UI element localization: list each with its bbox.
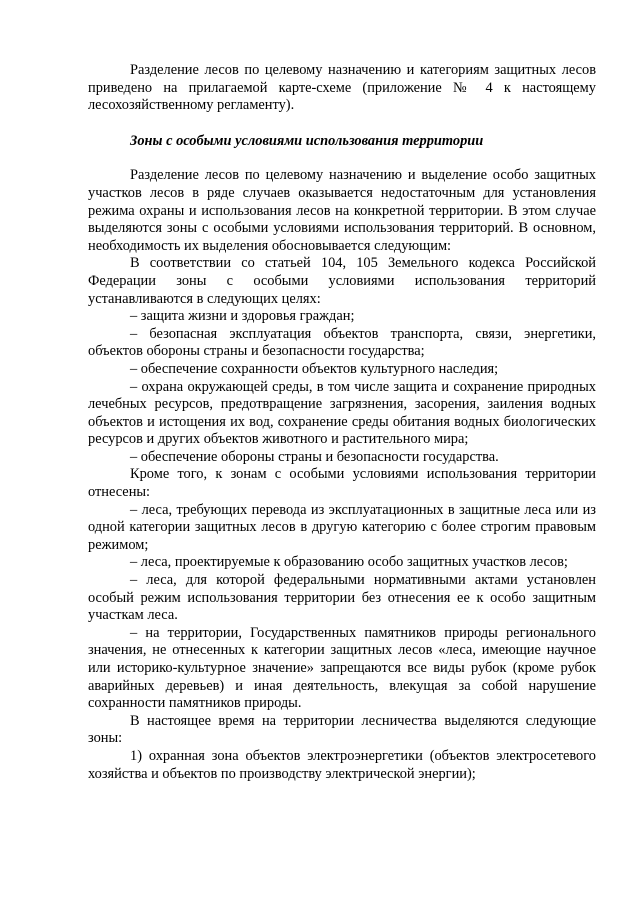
zone-item-1: 1) охранная зона объектов электроэнергетики (объектов электросетевого хозяйства и объектов по производству электрической энергии);: [88, 747, 596, 782]
intro-paragraph: Разделение лесов по целевому назначению и категориям защитных лесов приведено на прилагаемой карте-схеме (приложение № 4 к настоящему лесохозяйственному регламенту).: [88, 62, 596, 114]
goals-list: [88, 308, 596, 466]
also-list: [88, 502, 596, 713]
list-item: – леса, для которой федеральными нормативными актами установлен особый режим использования территории без отнесения ее к особо защитным участкам леса.: [88, 572, 596, 624]
list-item: – охрана окружающей среды, в том числе защита и сохранение природных лечебных ресурсов, предотвращение загрязнения, засорения, заиления водных объектов и истощения их вод, сохранение среды обитания водных биологических ресурсов и других объектов животного и растительного мира;: [88, 378, 596, 448]
list-item: – на территории, Государственных памятников природы регионального значения, не отнесенных к категории защитных лесов «леса, имеющие научное или историко-культурное значение» запрещаются все виды рубок (кроме рубок аварийных деревьев) и иная деятельность, влекущая за собой нарушение сохранности памятников природы.: [88, 624, 596, 712]
list-item: – леса, проектируемые к образованию особо защитных участков лесов;: [130, 554, 568, 571]
list-item: – обеспечение обороны страны и безопасности государства.: [130, 448, 499, 465]
list-item: – безопасная эксплуатация объектов транспорта, связи, энергетики, объектов обороны страны и безопасности государства;: [88, 325, 596, 360]
paragraph-zones-rationale: Разделение лесов по целевому назначению и выделение особо защитных участков лесов в ряде случаев оказывается недостаточным для установления режима охраны и использования лесов на конкретной территории. В этом случае выделяются зоны с особыми условиями использования территорий. В основном, необходимость их выделения обосновывается следующим:: [88, 167, 596, 254]
list-item: – защита жизни и здоровья граждан;: [130, 308, 355, 325]
section-heading: Зоны с особыми условиями использования территории: [130, 132, 484, 149]
paragraph-land-code: В соответствии со статьей 104, 105 Земельного кодекса Российской Федерации зоны с особыми условиями использования территорий устанавливаются в следующих целях:: [88, 255, 596, 307]
list-item: – обеспечение сохранности объектов культурного наследия;: [130, 360, 499, 377]
list-item: – леса, требующих перевода из эксплуатационных в защитные леса или из одной категории защитных лесов в другую категорию с более строгим правовым режимом;: [88, 501, 596, 553]
paragraph-also-included: Кроме того, к зонам с особыми условиями использования территории отнесены:: [88, 466, 596, 501]
paragraph-current-zones: В настоящее время на территории лесничества выделяются следующие зоны:: [88, 712, 596, 747]
